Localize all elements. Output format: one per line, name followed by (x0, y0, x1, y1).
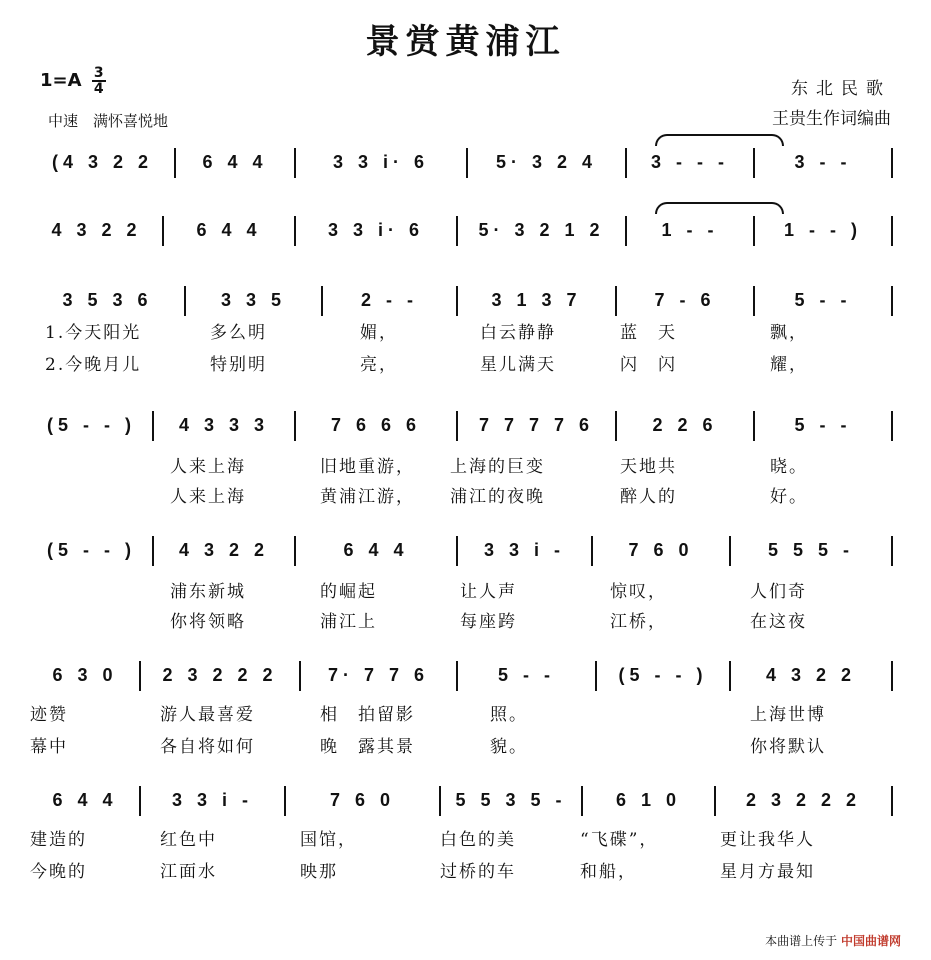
lyric-line (30, 732, 892, 756)
lyric-segment: 人们奇 (750, 582, 807, 602)
lyric-segment: 2.今晚月儿 (45, 355, 142, 375)
lyric-segment: 貌。 (490, 737, 528, 757)
measure: 4 3 2 2 (51, 220, 142, 240)
site-logo: 中国曲谱网 (840, 934, 901, 948)
lyric-segment: 各自将如何 (160, 737, 255, 757)
lyric-segment: 每座跨 (460, 612, 517, 632)
measure: 4 3 2 2 (178, 540, 270, 560)
lyric-segment: 黄浦江游， (320, 487, 415, 507)
lyric-line (30, 482, 892, 506)
lyric-segment: 国馆， (300, 830, 357, 850)
measure: 7· 7 7 6 (327, 665, 430, 685)
measure: 5 - - (794, 290, 852, 310)
measure: 5· 3 2 4 (495, 152, 598, 172)
lyric-segment: 和船， (580, 862, 637, 882)
lyric-segment: 蓝 天 (620, 323, 677, 343)
lyric-segment: 游人最喜爱 (160, 705, 255, 725)
tie-arc (655, 134, 784, 146)
lyric-line (30, 350, 892, 374)
notation-row (30, 405, 892, 445)
lyric-segment: 闪 闪 (620, 355, 677, 375)
lyric-segment: 人来上海 (170, 457, 246, 477)
time-sig-bottom: 4 (93, 81, 104, 97)
lyric-line (30, 577, 892, 601)
tie-arc (655, 202, 784, 214)
lyric-segment: 让人声 (460, 582, 517, 602)
lyric-line (30, 857, 892, 881)
credit-author: 王贵生作词编曲 (772, 109, 891, 129)
lyric-segment: 白云静静 (480, 323, 556, 343)
lyric-segment: 多么明 (210, 323, 267, 343)
measure: (5 - - ) (47, 540, 136, 560)
lyric-segment: 耀， (770, 355, 808, 375)
lyric-line (30, 700, 892, 724)
measure: 6 4 4 (196, 220, 262, 240)
measure: 5 5 3 5 - (455, 790, 567, 810)
lyric-line (30, 607, 892, 631)
lyric-segment: 醉人的 (620, 487, 677, 507)
measure: 3 3 i· 6 (327, 220, 425, 240)
measure: 7 6 6 6 (330, 415, 422, 435)
measure: 3 3 i· 6 (332, 152, 430, 172)
lyric-segment: 晓。 (770, 457, 808, 477)
measure: 4 3 2 2 (765, 665, 857, 685)
measure: 7 7 7 7 6 (478, 415, 595, 435)
measure: 1 - - (661, 220, 719, 240)
measure: 2 3 2 2 2 (162, 665, 278, 685)
notation-row (30, 280, 892, 320)
measure: 6 1 0 (615, 790, 682, 810)
measure: 3 5 3 6 (62, 290, 153, 310)
lyric-segment: 白色的美 (440, 830, 516, 850)
measure: 3 - - (794, 152, 852, 172)
measure: 2 3 2 2 2 (745, 790, 862, 810)
measure: 6 3 0 (52, 665, 118, 685)
measure: 6 4 4 (343, 540, 409, 560)
lyric-segment: 惊叹， (610, 582, 667, 602)
lyric-line (30, 318, 892, 342)
time-signature (92, 66, 106, 96)
measure: 6 4 4 (52, 790, 118, 810)
lyric-segment: 在这夜 (750, 612, 807, 632)
lyric-segment: 上海的巨变 (450, 457, 545, 477)
lyric-line (30, 825, 892, 849)
credit-origin: 东北民歌 (791, 79, 891, 99)
lyric-segment: 旧地重游， (320, 457, 415, 477)
lyric-segment: 迹赞 (30, 705, 68, 725)
lyric-segment: 媚， (360, 323, 398, 343)
lyric-segment: 星儿满天 (480, 355, 556, 375)
lyric-segment: 过桥的车 (440, 862, 516, 882)
lyric-segment: 映那 (300, 862, 338, 882)
lyric-segment: 飘， (770, 323, 808, 343)
lyric-segment: 特别明 (210, 355, 267, 375)
measure: 5· 3 2 1 2 (478, 220, 605, 240)
measure: 1 - - ) (784, 220, 862, 240)
lyric-segment: 你将领略 (170, 612, 246, 632)
lyric-segment: 江面水 (160, 862, 217, 882)
lyric-segment: 照。 (490, 705, 528, 725)
lyric-segment: 相 拍留影 (320, 705, 415, 725)
lyric-segment: 今晚的 (30, 862, 87, 882)
lyric-segment: 好。 (770, 487, 808, 507)
notation-row (30, 142, 892, 182)
measure: 5 - - (794, 415, 852, 435)
notation-row (30, 530, 892, 570)
notation-row (30, 655, 892, 695)
lyric-segment: 天地共 (620, 457, 677, 477)
tempo-marking: 中速 满怀喜悦地 (48, 112, 169, 130)
measure: 2 - - (360, 290, 418, 310)
notation-row (30, 780, 892, 820)
lyric-segment: 幕中 (30, 737, 68, 757)
measure: 3 3 i - (171, 790, 254, 810)
measure: 3 - - - (651, 152, 729, 172)
lyric-segment: 上海世博 (750, 705, 826, 725)
measure: 5 - - (497, 665, 555, 685)
lyric-segment: 江桥， (610, 612, 667, 632)
lyric-segment: 晚 露其景 (320, 737, 415, 757)
measure: 2 2 6 (652, 415, 718, 435)
lyric-segment: 1.今天阳光 (45, 323, 142, 343)
lyric-segment: 亮， (360, 355, 398, 375)
measure: (5 - - ) (47, 415, 136, 435)
lyric-segment: 更让我华人 (720, 830, 815, 850)
lyric-segment: 人来上海 (170, 487, 246, 507)
lyric-segment: 浦江上 (320, 612, 377, 632)
measure: 3 1 3 7 (491, 290, 582, 310)
lyric-segment: 你将默认 (750, 737, 826, 757)
lyric-line (30, 452, 892, 476)
notation-row (30, 210, 892, 250)
lyric-segment: 红色中 (160, 830, 217, 850)
key-signature (40, 66, 106, 96)
measure: 4 3 3 3 (178, 415, 270, 435)
song-title: 景赏黄浦江 (365, 22, 566, 62)
footer-text: 本曲谱上传于 (765, 934, 838, 948)
measure: 7 6 0 (329, 790, 396, 810)
measure: 5 5 5 - (767, 540, 855, 560)
lyric-segment: 星月方最知 (720, 862, 815, 882)
measure: (5 - - ) (618, 665, 708, 685)
measure: 3 3 5 (220, 290, 287, 310)
lyric-segment: 建造的 (30, 830, 87, 850)
measure: 3 3 i - (483, 540, 566, 560)
measure: 6 4 4 (202, 152, 268, 172)
time-sig-top: 3 (93, 65, 104, 81)
footer (765, 932, 901, 949)
measure: 7 - 6 (654, 290, 716, 310)
measure: 7 6 0 (628, 540, 694, 560)
lyric-segment: 的崛起 (320, 582, 377, 602)
lyric-segment: 浦东新城 (170, 582, 246, 602)
measure: (4 3 2 2 (51, 152, 154, 172)
key-label: 1=A (40, 70, 82, 91)
lyric-segment: 浦江的夜晚 (450, 487, 545, 507)
lyric-segment: “飞碟”， (580, 830, 659, 850)
